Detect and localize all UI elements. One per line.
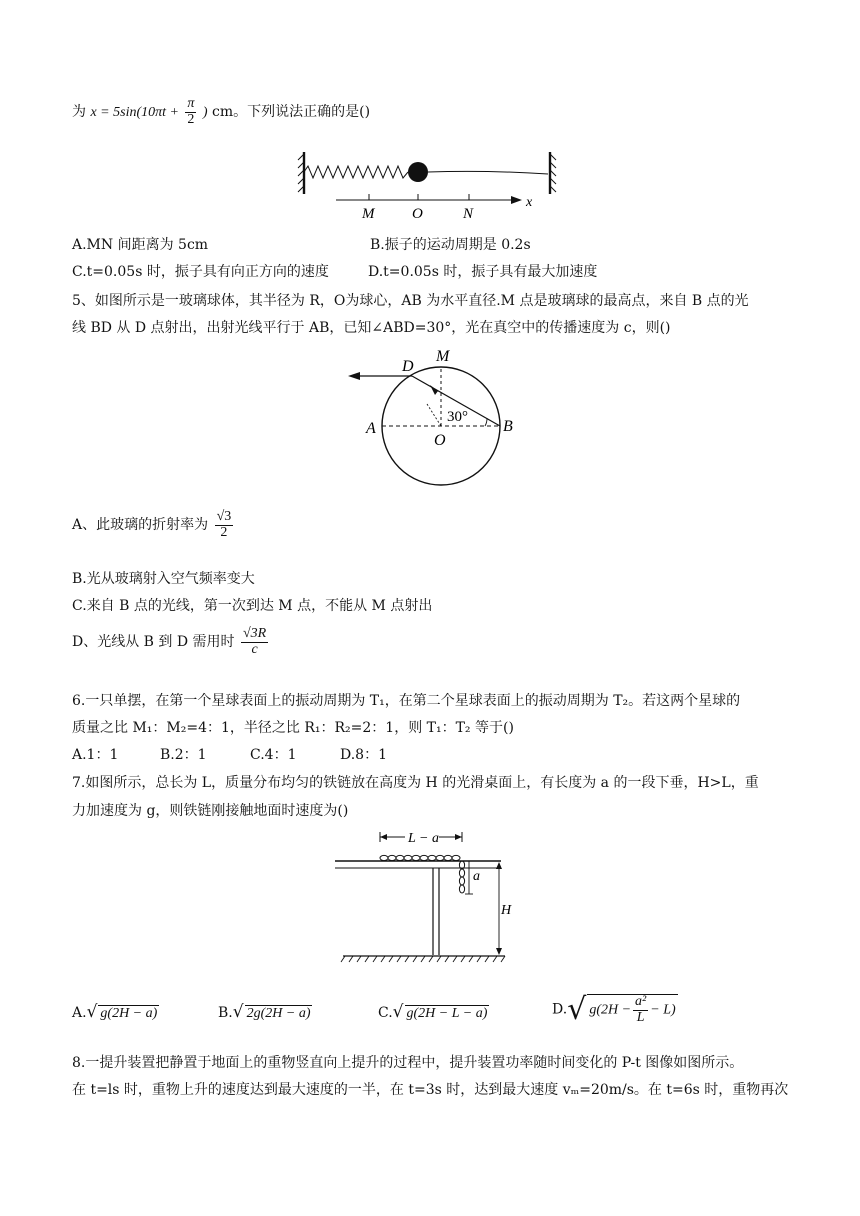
q4-option-c: C.t=0.05s 时，振子具有向正方向的速度 bbox=[72, 264, 329, 280]
q6-stem-line2: 质量之比 M₁：M₂=4：1，半径之比 R₁：R₂=2：1，则 T₁：T₂ 等于() bbox=[72, 720, 514, 736]
q5-option-d-fraction bbox=[241, 627, 268, 657]
q5-option-a-num: √3 bbox=[216, 509, 232, 524]
q6-option-c: C.4：1 bbox=[250, 747, 297, 763]
q4-formula-left: x = 5sin(10πt + bbox=[90, 105, 179, 121]
q4-label-m: M bbox=[362, 206, 375, 222]
q4-option-b: B.振子的运动周期是 0.2s bbox=[370, 237, 531, 253]
q7-stem-line2: 力加速度为 g，则铁链刚接触地面时速度为() bbox=[72, 803, 349, 819]
q5-label-d: D bbox=[402, 358, 414, 375]
q7-option-d-post: − L) bbox=[650, 1002, 676, 1018]
q7-option-d-num: a² bbox=[635, 993, 647, 1009]
q6-option-d: D.8：1 bbox=[340, 747, 387, 763]
q7-label-h: H bbox=[501, 903, 512, 918]
q7-option-d-fraction bbox=[633, 995, 648, 1025]
q5-option-d-num: √3R bbox=[243, 626, 267, 641]
q6-option-a: A.1：1 bbox=[72, 747, 119, 763]
q5-option-d bbox=[72, 627, 270, 657]
q7-option-a-expr: g(2H − a) bbox=[100, 1006, 158, 1021]
q7-option-d: D.√ g(2H − $\frac{\text{a²}}{L}$ − L) bbox=[552, 992, 676, 1027]
q7-option-a: A.√ g(2H − a) bbox=[72, 1002, 158, 1022]
q7-label-a: a bbox=[473, 869, 480, 884]
q7-stem-line1: 7.如图所示，总长为 L，质量分布均匀的铁链放在高度为 H 的光滑桌面上，有长度为 a 的一段下垂，H>L，重 bbox=[72, 775, 759, 791]
q5-label-a: A bbox=[366, 420, 376, 437]
q7-option-c-label: C. bbox=[378, 1005, 393, 1021]
q7-option-b-label: B. bbox=[218, 1005, 233, 1021]
q5-option-c: C.来自 B 点的光线，第一次到达 M 点，不能从 M 点射出 bbox=[72, 598, 433, 614]
q4-stem-suffix: cm。下列说法正确的是() bbox=[212, 104, 371, 121]
q5-option-a-fraction bbox=[215, 510, 234, 540]
q5-label-angle: 30° bbox=[447, 409, 468, 425]
q5-label-o: O bbox=[434, 432, 446, 449]
q4-spring-figure bbox=[296, 148, 560, 224]
q4-label-x: x bbox=[526, 195, 533, 210]
q4-stem-prefix: 为 bbox=[72, 104, 86, 121]
q7-label-l-minus-a: L − a bbox=[408, 831, 439, 846]
q5-label-b: B bbox=[503, 418, 513, 435]
q4-label-n: N bbox=[463, 206, 474, 222]
q6-option-b: B.2：1 bbox=[160, 747, 207, 763]
q8-stem-line2: 在 t=ls 时，重物上升的速度达到最大速度的一半，在 t=3s 时，达到最大速度 vₘ=20m/s。在 t=6s 时，重物再次 bbox=[72, 1082, 789, 1098]
q4-stem bbox=[72, 97, 370, 127]
q5-label-m: M bbox=[436, 348, 450, 365]
q4-formula-right: ) bbox=[202, 105, 208, 121]
q7-option-c-expr: g(2H − L − a) bbox=[406, 1006, 488, 1021]
q7-option-a-label: A. bbox=[72, 1005, 87, 1021]
q4-label-o: O bbox=[412, 206, 423, 222]
q4-formula-den: 2 bbox=[187, 111, 195, 127]
q8-stem-line1: 8.一提升装置把静置于地面上的重物竖直向上提升的过程中，提升装置功率随时间变化的 P-t 图像如图所示。 bbox=[72, 1055, 744, 1071]
q7-option-b-expr: 2g(2H − a) bbox=[246, 1006, 311, 1021]
q4-option-a: A.MN 间距离为 5cm bbox=[72, 237, 209, 253]
q7-option-d-expr bbox=[587, 994, 677, 1025]
q5-option-b: B.光从玻璃射入空气频率变大 bbox=[72, 571, 255, 587]
q7-option-b: B.√ 2g(2H − a) bbox=[218, 1002, 311, 1022]
q4-ball bbox=[408, 162, 428, 182]
q7-chain-table-figure bbox=[335, 828, 515, 966]
q5-option-a bbox=[72, 510, 235, 540]
q4-option-d: D.t=0.05s 时，振子具有最大加速度 bbox=[368, 264, 598, 280]
q5-stem-line2: 线 BD 从 D 点射出，出射光线平行于 AB，已知∠ABD=30°，光在真空中的传播速度为 c，则() bbox=[72, 320, 671, 336]
q6-stem-line1: 6.一只单摆，在第一个星球表面上的振动周期为 T₁，在第二个星球表面上的振动周期为 T₂。若这两个星球的 bbox=[72, 693, 741, 709]
q5-option-a-den: 2 bbox=[220, 524, 228, 540]
q7-option-d-pre: g(2H − bbox=[589, 1002, 632, 1018]
q5-option-d-text: D、光线从 B 到 D 需用时 bbox=[72, 634, 235, 651]
q7-option-c: C.√ g(2H − L − a) bbox=[378, 1002, 488, 1022]
q7-option-d-label: D. bbox=[552, 1001, 568, 1018]
q7-option-d-den: L bbox=[636, 1009, 645, 1025]
q4-formula-num: π bbox=[187, 96, 195, 111]
q5-stem-line1: 5、如图所示是一玻璃球体，其半径为 R，O为球心，AB 为水平直径.M 点是玻璃球的最高点，来自 B 点的光 bbox=[72, 293, 749, 309]
q5-glass-sphere-figure bbox=[340, 345, 530, 487]
q4-formula-fraction bbox=[185, 97, 196, 127]
q5-option-d-den: c bbox=[251, 641, 258, 657]
q5-option-a-text: A、此玻璃的折射率为 bbox=[72, 517, 209, 534]
